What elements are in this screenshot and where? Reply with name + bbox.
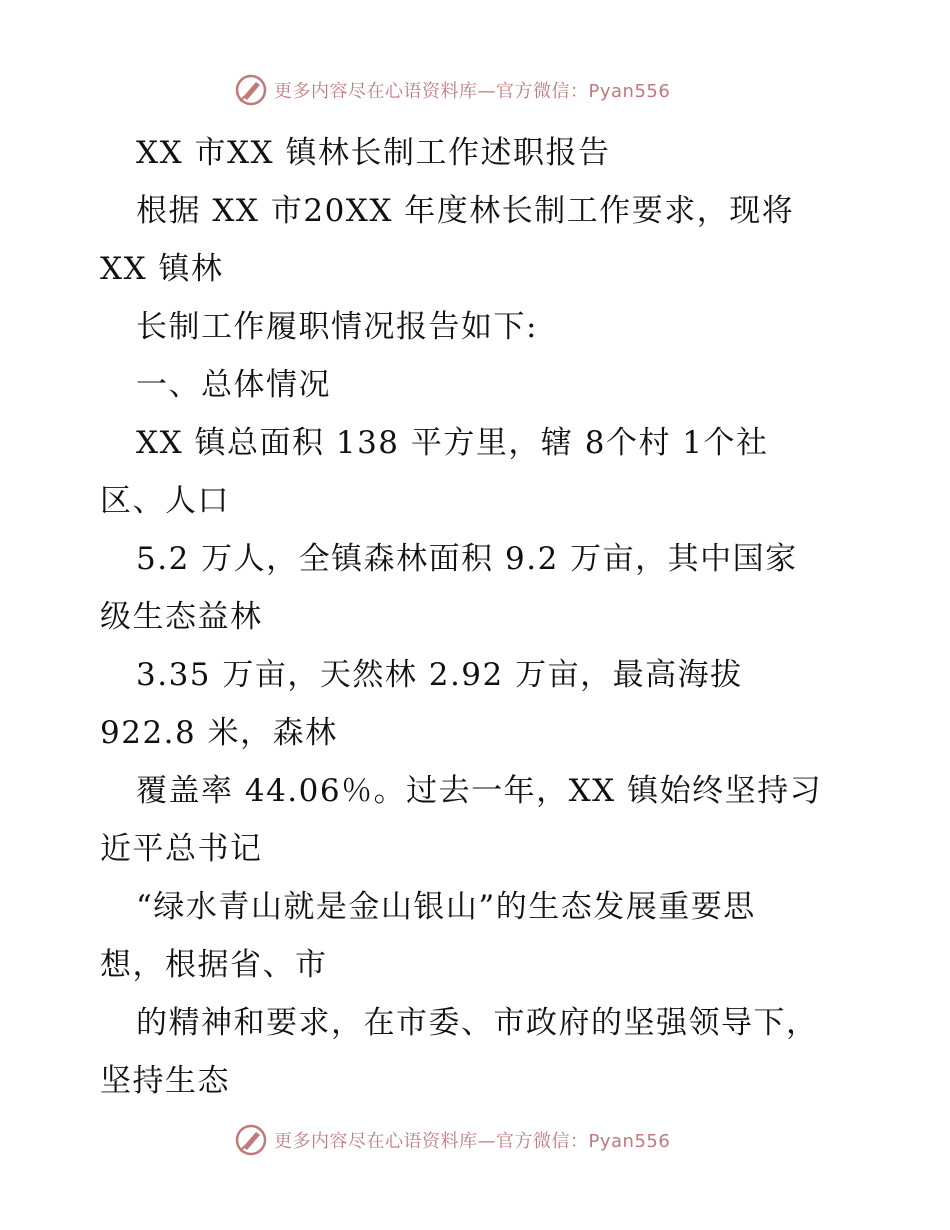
paragraph-line: 区、人口 bbox=[100, 483, 230, 519]
watermark-text: 更多内容尽在心语资料库—官方微信：Pyan556 bbox=[274, 1131, 671, 1152]
paragraph-line: 长制工作履职情况报告如下: bbox=[136, 309, 538, 345]
paragraph-line: 5.2 万人，全镇森林面积 9.2 万亩，其中国家 bbox=[136, 541, 798, 577]
paragraph-line: 想，根据省、市 bbox=[100, 947, 328, 983]
footer-watermark bbox=[234, 1122, 670, 1158]
document-body bbox=[100, 124, 880, 1110]
paragraph-line: XX 镇林 bbox=[100, 251, 224, 287]
paragraph-line: 近平总书记 bbox=[100, 831, 263, 867]
paragraph-line: 覆盖率 44.06％。过去一年，XX 镇始终坚持习 bbox=[136, 773, 823, 809]
paragraph-line: 根据 XX 市20XX 年度林长制工作要求，现将 bbox=[136, 193, 795, 229]
paragraph-line: 的精神和要求，在市委、市政府的坚强领导下， bbox=[136, 1005, 819, 1041]
paragraph-line: “绿水青山就是金山银山”的生态发展重要思 bbox=[136, 889, 756, 925]
paragraph-line: 3.35 万亩，天然林 2.92 万亩，最高海拔 bbox=[136, 657, 743, 693]
paragraph-line: 922.8 米，森林 bbox=[100, 715, 338, 751]
paragraph-line: XX 镇总面积 138 平方里，辖 8个村 1个社 bbox=[136, 425, 769, 461]
paragraph-line: 级生态益林 bbox=[100, 599, 263, 635]
header-watermark bbox=[234, 72, 670, 108]
document-title: XX 市XX 镇林长制工作述职报告 bbox=[136, 135, 611, 171]
section-heading: 一、总体情况 bbox=[136, 367, 331, 403]
quill-logo-icon bbox=[234, 73, 268, 107]
watermark-text: 更多内容尽在心语资料库—官方微信：Pyan556 bbox=[274, 81, 671, 102]
paragraph-line: 坚持生态 bbox=[100, 1063, 230, 1099]
quill-logo-icon bbox=[234, 1123, 268, 1157]
